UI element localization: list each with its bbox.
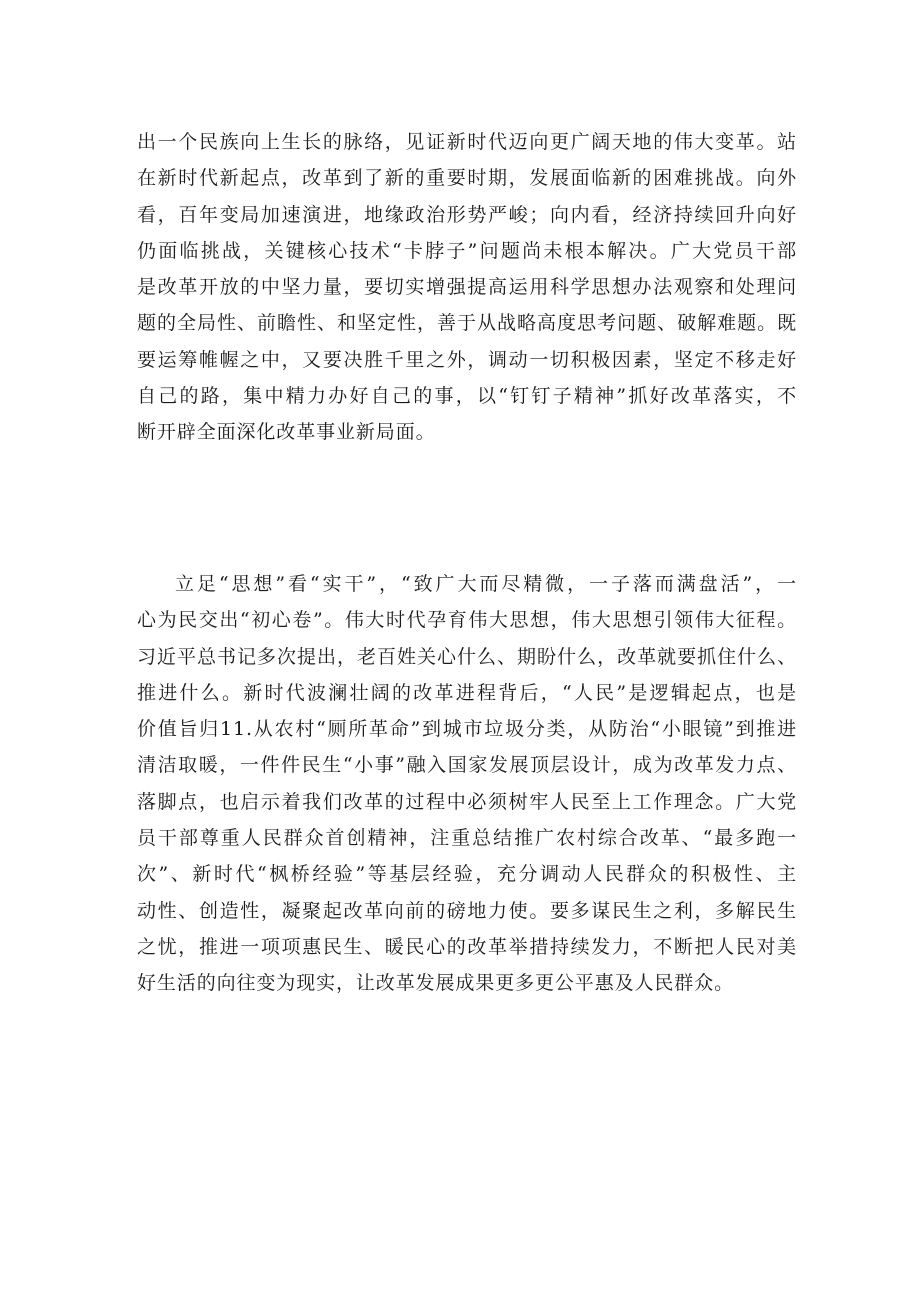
text-line: 好生活的向往变为现实，让改革发展成果更多更公平惠及人民群众。 [137, 972, 735, 995]
text-line: 推进什么。新时代波澜壮阔的改革进程背后，“人民”是逻辑起点，也是 [137, 681, 797, 704]
text-line: 立足“思想”看“实干”，“致广大而尽精微，一子落而满盘活”，一 [175, 573, 797, 595]
text-line: 在新时代新起点，改革到了新的重要时期，发展面临新的困难挑战。向外 [137, 167, 797, 190]
text-line: 落脚点，也启示着我们改革的过程中必须树牢人民至上工作理念。广大党 [137, 790, 797, 813]
text-line: 出一个民族向上生长的脉络，见证新时代迈向更广阔天地的伟大变革。站 [137, 131, 797, 153]
paragraph [137, 124, 797, 451]
text-line: 动性、创造性，凝聚起改革向前的磅地力使。要多谋民生之利，多解民生 [137, 899, 797, 922]
text-line: 断开辟全面深化改革事业新局面。 [137, 421, 436, 444]
text-line: 心为民交出“初心卷”。伟大时代孕育伟大思想，伟大思想引领伟大征程。 [137, 609, 797, 632]
text-line: 之忧，推进一项项惠民生、暖民心的改革举措持续发力，不断把人民对美 [137, 935, 797, 958]
text-line: 次”、新时代“枫桥经验”等基层经验，充分调动人民群众的积极性、主 [137, 863, 797, 886]
text-line: 是改革开放的中坚力量，要切实增强提高运用科学思想办法观察和处理问 [137, 276, 797, 299]
text-line: 仍面临挑战，关键核心技术“卡脖子”问题尚未根本解决。广大党员干部 [137, 239, 797, 262]
text-line: 自己的路，集中精力办好自己的事，以“钉钉子精神”抓好改革落实，不 [137, 385, 797, 408]
text-line: 看，百年变局加速演进，地缘政治形势严峻；向内看，经济持续回升向好 [137, 203, 797, 226]
paragraph [137, 566, 797, 1002]
text-line: 习近平总书记多次提出，老百姓关心什么、期盼什么，改革就要抓住什么、 [137, 645, 797, 668]
text-line: 价值旨归11.从农村“厕所革命”到城市垃圾分类，从防治“小眼镜”到推进 [137, 718, 797, 741]
text-line: 题的全局性、前瞻性、和坚定性，善于从战略高度思考问题、破解难题。既 [137, 312, 797, 335]
text-line: 要运筹帷幄之中，又要决胜千里之外，调动一切积极因素，坚定不移走好 [137, 348, 797, 371]
text-line: 清洁取暖，一件件民生“小事”融入国家发展顶层设计，成为改革发力点、 [137, 754, 797, 777]
text-line: 员干部尊重人民群众首创精神，注重总结推广农村综合改革、“最多跑一 [137, 827, 797, 850]
